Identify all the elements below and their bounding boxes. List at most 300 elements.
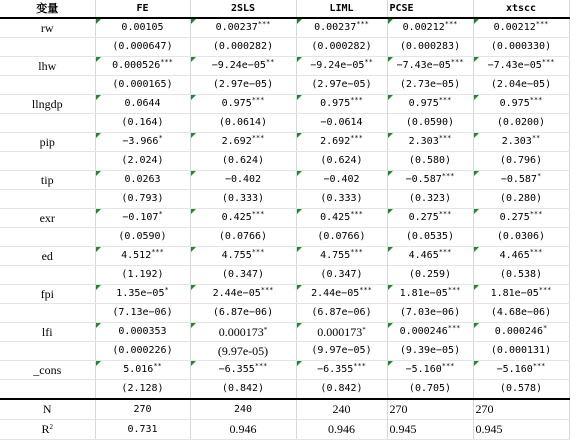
coef-cell[interactable] — [473, 171, 569, 190]
se-value: (0.323) — [408, 193, 452, 204]
significance-stars: *** — [447, 324, 461, 332]
significance-stars: ** — [153, 362, 162, 370]
empty-label-cell[interactable] — [0, 228, 95, 247]
se-cell[interactable] — [190, 266, 296, 285]
stat-value: 0.946 — [328, 422, 355, 436]
coef-value: −6.355 — [317, 364, 354, 375]
stat-value-cell[interactable] — [95, 399, 190, 420]
cell-flag-icon — [191, 133, 196, 138]
se-cell[interactable] — [387, 152, 473, 171]
header-label: 变量 — [36, 2, 59, 15]
coef-cell[interactable] — [190, 323, 296, 342]
stat-value: 240 — [233, 404, 253, 415]
se-cell[interactable] — [387, 38, 473, 57]
se-value: (7.03e−06) — [399, 307, 461, 318]
coef-value: 4.755 — [221, 250, 252, 261]
se-cell[interactable] — [95, 76, 190, 95]
coef-value: −7.43e−05 — [396, 60, 451, 71]
coef-cell[interactable] — [473, 361, 569, 380]
variable-label-cell[interactable] — [0, 285, 95, 304]
se-cell[interactable] — [473, 38, 569, 57]
header-label: xtscc — [505, 3, 537, 14]
coef-value: 4.755 — [320, 250, 351, 261]
variable-label-cell[interactable] — [0, 247, 95, 266]
coef-row — [0, 57, 569, 76]
se-cell[interactable] — [296, 380, 387, 400]
se-cell[interactable] — [95, 342, 190, 361]
se-value: (2.97e−05) — [212, 79, 274, 90]
empty-label-cell[interactable] — [0, 114, 95, 133]
coef-cell[interactable] — [387, 133, 473, 152]
se-value: (0.0766) — [218, 231, 268, 242]
cell-flag-icon — [191, 323, 196, 328]
coef-value: 2.44e−05 — [311, 288, 360, 299]
se-cell[interactable] — [473, 342, 569, 361]
se-value: (9.97e−05) — [311, 345, 372, 356]
coef-value: 0.975 — [499, 98, 530, 109]
cell-flag-icon — [297, 133, 302, 138]
se-value: (2.024) — [121, 155, 164, 166]
empty-label-cell[interactable] — [0, 380, 95, 400]
se-value: (0.333) — [320, 193, 363, 204]
coef-cell[interactable] — [296, 323, 387, 342]
coef-value: −3.966 — [122, 136, 159, 147]
se-cell[interactable] — [387, 228, 473, 247]
significance-stars: * — [158, 134, 163, 142]
variable-label-cell[interactable] — [0, 57, 95, 76]
cell-flag-icon — [297, 95, 302, 100]
coef-value: 1.81e−05 — [399, 288, 448, 299]
se-value: −0.0614 — [320, 117, 363, 128]
se-value: (0.0306) — [496, 231, 546, 242]
coef-cell[interactable] — [473, 133, 569, 152]
cell-flag-icon — [388, 247, 393, 252]
significance-stars: * — [164, 286, 169, 294]
significance-stars: ** — [531, 134, 541, 142]
cell-flag-icon — [191, 57, 196, 62]
significance-stars: * — [362, 326, 366, 334]
coef-value: 0.000246 — [494, 326, 543, 337]
stat-value-cell[interactable] — [95, 420, 190, 440]
cell-flag-icon — [474, 133, 479, 138]
cell-flag-icon — [191, 171, 196, 176]
se-value: (9.97e-05) — [217, 344, 269, 358]
se-value: (0.164) — [121, 117, 164, 128]
stat-value-cell[interactable] — [296, 420, 387, 440]
significance-stars: *** — [257, 20, 271, 28]
cell-flag-icon — [474, 247, 479, 252]
se-cell[interactable] — [387, 342, 473, 361]
coef-cell[interactable] — [95, 18, 190, 38]
cell-flag-icon — [297, 247, 302, 252]
se-cell[interactable] — [95, 228, 190, 247]
se-cell[interactable] — [296, 152, 387, 171]
se-value: (1.192) — [121, 269, 164, 280]
significance-stars: *** — [441, 362, 455, 370]
coef-value: 0.975 — [408, 98, 439, 109]
coef-value: 0.000173 — [218, 325, 264, 339]
coef-cell[interactable] — [296, 95, 387, 114]
se-cell[interactable] — [190, 190, 296, 209]
coef-cell[interactable] — [387, 171, 473, 190]
coef-cell[interactable] — [296, 18, 387, 38]
se-cell[interactable] — [296, 266, 387, 285]
coef-value: 5.016 — [123, 364, 154, 375]
stat-value-cell[interactable] — [387, 420, 473, 440]
se-cell[interactable] — [190, 114, 296, 133]
stat-value: 270 — [389, 402, 408, 416]
coef-row — [0, 133, 569, 152]
coef-cell[interactable] — [387, 285, 473, 304]
significance-stars: *** — [353, 362, 366, 370]
stat-value-cell[interactable] — [473, 399, 569, 420]
coef-value: 0.00237 — [215, 22, 258, 33]
cell-flag-icon — [388, 19, 393, 24]
coef-cell[interactable] — [190, 209, 296, 228]
variable-label-cell[interactable] — [0, 18, 95, 38]
empty-label-cell[interactable] — [0, 266, 95, 285]
coef-value: 0.275 — [408, 212, 439, 223]
cell-flag-icon — [96, 57, 101, 62]
coef-cell[interactable] — [387, 209, 473, 228]
se-cell[interactable] — [190, 342, 296, 361]
se-cell[interactable] — [95, 152, 190, 171]
significance-stars: * — [542, 324, 548, 332]
se-value: (0.0590) — [405, 117, 455, 128]
se-row — [0, 342, 569, 361]
variable-label: fpi — [40, 287, 54, 301]
se-value: (0.0614) — [218, 117, 268, 128]
se-value: (0.538) — [499, 269, 543, 280]
significance-stars: *** — [447, 286, 461, 294]
se-cell[interactable] — [95, 380, 190, 400]
significance-stars: *** — [535, 20, 549, 28]
header-model-2sls[interactable] — [190, 0, 296, 18]
coef-value: 4.465 — [499, 250, 530, 261]
se-value: (0.842) — [221, 383, 265, 394]
variable-label-cell[interactable] — [0, 323, 95, 342]
stat-value-cell[interactable] — [190, 420, 296, 440]
coef-value: 0.275 — [499, 212, 530, 223]
cell-flag-icon — [297, 57, 302, 62]
se-cell[interactable] — [190, 76, 296, 95]
se-value: (0.0590) — [118, 231, 167, 242]
coef-value: 0.975 — [221, 98, 252, 109]
variable-label-cell[interactable] — [0, 133, 95, 152]
coef-value: −0.402 — [323, 174, 360, 185]
se-cell[interactable] — [296, 342, 387, 361]
stat-value-cell[interactable] — [387, 399, 473, 420]
significance-stars: *** — [438, 248, 452, 256]
cell-flag-icon — [297, 285, 302, 290]
coef-cell[interactable] — [296, 171, 387, 190]
se-cell[interactable] — [387, 266, 473, 285]
se-cell[interactable] — [473, 266, 569, 285]
se-value: (6.87e−06) — [212, 307, 274, 318]
se-cell[interactable] — [387, 114, 473, 133]
stat-value: 240 — [332, 402, 351, 416]
se-cell[interactable] — [296, 114, 387, 133]
cell-flag-icon — [191, 95, 196, 100]
coef-cell[interactable] — [473, 285, 569, 304]
header-row — [0, 0, 569, 18]
coef-cell[interactable] — [473, 18, 569, 38]
coef-cell[interactable] — [95, 171, 190, 190]
se-cell[interactable] — [95, 304, 190, 323]
stat-value: 0.946 — [229, 422, 257, 436]
se-cell[interactable] — [473, 304, 569, 323]
stat-row — [0, 420, 569, 440]
cell-flag-icon — [474, 285, 479, 290]
coef-cell[interactable] — [387, 18, 473, 38]
variable-label-cell[interactable] — [0, 171, 95, 190]
coef-cell[interactable] — [190, 247, 296, 266]
se-cell[interactable] — [95, 38, 190, 57]
cell-flag-icon — [297, 361, 302, 366]
cell-flag-icon — [388, 361, 393, 366]
coef-cell[interactable] — [296, 247, 387, 266]
se-cell[interactable] — [296, 228, 387, 247]
empty-label-cell[interactable] — [0, 76, 95, 95]
significance-stars: *** — [441, 172, 455, 180]
coef-value: 0.00237 — [314, 22, 357, 33]
se-cell[interactable] — [296, 190, 387, 209]
coef-cell[interactable] — [296, 361, 387, 380]
empty-label-cell[interactable] — [0, 190, 95, 209]
coef-cell[interactable] — [190, 57, 296, 76]
significance-stars: *** — [438, 96, 452, 104]
coef-cell[interactable] — [95, 209, 190, 228]
se-cell[interactable] — [296, 38, 387, 57]
header-model-fe[interactable] — [95, 0, 190, 18]
coef-cell[interactable] — [95, 285, 190, 304]
cell-flag-icon — [96, 133, 101, 138]
se-cell[interactable] — [387, 380, 473, 400]
cell-flag-icon — [191, 361, 196, 366]
significance-stars: *** — [160, 58, 173, 66]
cell-flag-icon — [96, 361, 101, 366]
se-value: (0.0200) — [496, 117, 546, 128]
se-cell[interactable] — [387, 304, 473, 323]
coef-cell[interactable] — [296, 209, 387, 228]
coef-row — [0, 209, 569, 228]
cell-flag-icon — [96, 19, 101, 24]
empty-label-cell[interactable] — [0, 152, 95, 171]
coef-cell[interactable] — [387, 247, 473, 266]
se-cell[interactable] — [95, 114, 190, 133]
stat-value-cell[interactable] — [296, 399, 387, 420]
coef-cell[interactable] — [296, 133, 387, 152]
coef-value: −0.402 — [224, 174, 262, 185]
coef-value: 2.303 — [408, 136, 439, 147]
coef-cell[interactable] — [190, 171, 296, 190]
coef-cell[interactable] — [95, 95, 190, 114]
significance-stars: *** — [151, 248, 164, 256]
significance-stars: *** — [359, 286, 372, 294]
cell-flag-icon — [297, 171, 302, 176]
se-row — [0, 152, 569, 171]
empty-label-cell[interactable] — [0, 38, 95, 57]
se-cell[interactable] — [190, 228, 296, 247]
se-cell[interactable] — [473, 380, 569, 400]
coef-cell[interactable] — [473, 57, 569, 76]
cell-flag-icon — [388, 285, 393, 290]
coef-cell[interactable] — [95, 361, 190, 380]
coef-row — [0, 171, 569, 190]
se-row — [0, 114, 569, 133]
coef-row — [0, 323, 569, 342]
se-value: (2.97e−05) — [311, 79, 372, 90]
significance-stars: *** — [450, 58, 464, 66]
se-cell[interactable] — [190, 304, 296, 323]
coef-value: 0.00212 — [493, 22, 536, 33]
coef-cell[interactable] — [473, 323, 569, 342]
variable-label: exr — [39, 211, 55, 225]
variable-label: rw — [40, 21, 54, 35]
se-value: (0.000131) — [490, 345, 552, 356]
se-cell[interactable] — [190, 380, 296, 400]
se-value: (0.580) — [408, 155, 452, 166]
coef-value: 0.000353 — [118, 326, 167, 337]
coef-cell[interactable] — [387, 95, 473, 114]
variable-label: lfi — [41, 325, 53, 339]
header-label: 2SLS — [230, 3, 256, 14]
empty-label-cell[interactable] — [0, 342, 95, 361]
se-value: (7.13e−06) — [112, 307, 173, 318]
se-cell[interactable] — [190, 152, 296, 171]
cell-flag-icon — [191, 19, 196, 24]
coef-cell[interactable] — [387, 57, 473, 76]
cell-flag-icon — [474, 361, 479, 366]
se-value: (0.0766) — [317, 231, 366, 242]
coef-value: −0.587 — [500, 174, 537, 185]
stat-label-cell[interactable] — [0, 420, 95, 440]
cell-flag-icon — [388, 209, 393, 214]
coef-cell[interactable] — [387, 361, 473, 380]
cell-flag-icon — [474, 19, 479, 24]
stat-value-cell[interactable] — [190, 399, 296, 420]
se-cell[interactable] — [473, 76, 569, 95]
coef-value: 0.00105 — [121, 22, 164, 33]
variable-label-cell[interactable] — [0, 361, 95, 380]
coef-cell[interactable] — [190, 133, 296, 152]
se-cell[interactable] — [473, 152, 569, 171]
coef-cell[interactable] — [473, 209, 569, 228]
se-value: (0.347) — [320, 269, 363, 280]
coef-value: −5.160 — [405, 364, 442, 375]
se-value: (0.000647) — [112, 41, 173, 52]
se-cell[interactable] — [296, 76, 387, 95]
se-cell[interactable] — [95, 266, 190, 285]
header-model-liml[interactable] — [296, 0, 387, 18]
cell-flag-icon — [96, 171, 101, 176]
se-value: (0.000330) — [490, 41, 552, 52]
stat-row — [0, 399, 569, 420]
coef-cell[interactable] — [95, 323, 190, 342]
cell-flag-icon — [96, 285, 101, 290]
significance-stars: * — [263, 326, 268, 334]
coef-row — [0, 247, 569, 266]
stat-value: 0.945 — [475, 422, 503, 436]
coef-value: 1.81e−05 — [490, 288, 539, 299]
se-value: (6.87e−06) — [311, 307, 372, 318]
se-cell[interactable] — [95, 190, 190, 209]
coef-cell[interactable] — [190, 18, 296, 38]
cell-flag-icon — [474, 95, 479, 100]
se-value: (0.280) — [499, 193, 543, 204]
coef-cell[interactable] — [95, 133, 190, 152]
header-model-pcse[interactable] — [387, 0, 473, 18]
se-value: (0.705) — [408, 383, 452, 394]
variable-label: _cons — [33, 363, 62, 377]
se-row — [0, 380, 569, 400]
se-value: (0.578) — [499, 383, 543, 394]
cell-flag-icon — [297, 19, 302, 24]
coef-value: −6.355 — [218, 364, 255, 375]
stat-value-cell[interactable] — [473, 420, 569, 440]
cell-flag-icon — [474, 57, 479, 62]
coef-cell[interactable] — [95, 247, 190, 266]
cell-flag-icon — [96, 323, 101, 328]
coef-cell[interactable] — [95, 57, 190, 76]
stat-label: R — [41, 422, 50, 436]
coef-value: 2.303 — [501, 136, 532, 147]
coef-cell[interactable] — [296, 57, 387, 76]
se-cell[interactable] — [473, 228, 569, 247]
significance-stars: *** — [438, 210, 452, 218]
coef-cell[interactable] — [190, 285, 296, 304]
significance-stars: *** — [444, 20, 458, 28]
coef-cell[interactable] — [190, 95, 296, 114]
empty-label-cell[interactable] — [0, 304, 95, 323]
coef-value: 0.975 — [320, 98, 351, 109]
cell-flag-icon — [474, 209, 479, 214]
header-model-xtscc[interactable] — [473, 0, 569, 18]
se-cell[interactable] — [387, 76, 473, 95]
coef-cell[interactable] — [473, 247, 569, 266]
coef-cell[interactable] — [473, 95, 569, 114]
coef-value: 0.0644 — [124, 98, 161, 109]
se-value: (0.000283) — [399, 41, 461, 52]
se-value: (0.347) — [221, 269, 265, 280]
cell-flag-icon — [388, 323, 393, 328]
coef-value: 4.512 — [121, 250, 152, 261]
se-cell[interactable] — [473, 190, 569, 209]
se-cell[interactable] — [296, 304, 387, 323]
se-value: (0.000282) — [212, 41, 274, 52]
se-value: (0.259) — [408, 269, 452, 280]
se-cell[interactable] — [473, 114, 569, 133]
se-cell[interactable] — [387, 190, 473, 209]
coef-cell[interactable] — [190, 361, 296, 380]
stat-value: 0.945 — [389, 422, 417, 436]
significance-stars: *** — [251, 210, 265, 218]
significance-stars: ** — [265, 58, 275, 66]
se-value: (2.04e−05) — [490, 79, 552, 90]
variable-label-cell[interactable] — [0, 95, 95, 114]
variable-label: pip — [39, 135, 55, 149]
coef-row — [0, 285, 569, 304]
header-label: PCSE — [389, 3, 414, 14]
variable-label-cell[interactable] — [0, 209, 95, 228]
se-cell[interactable] — [190, 38, 296, 57]
se-value: (0.000165) — [112, 79, 173, 90]
header-variable[interactable] — [0, 0, 95, 18]
coef-cell[interactable] — [387, 323, 473, 342]
stat-label-cell[interactable] — [0, 399, 95, 420]
significance-stars: *** — [538, 286, 552, 294]
coef-cell[interactable] — [296, 285, 387, 304]
